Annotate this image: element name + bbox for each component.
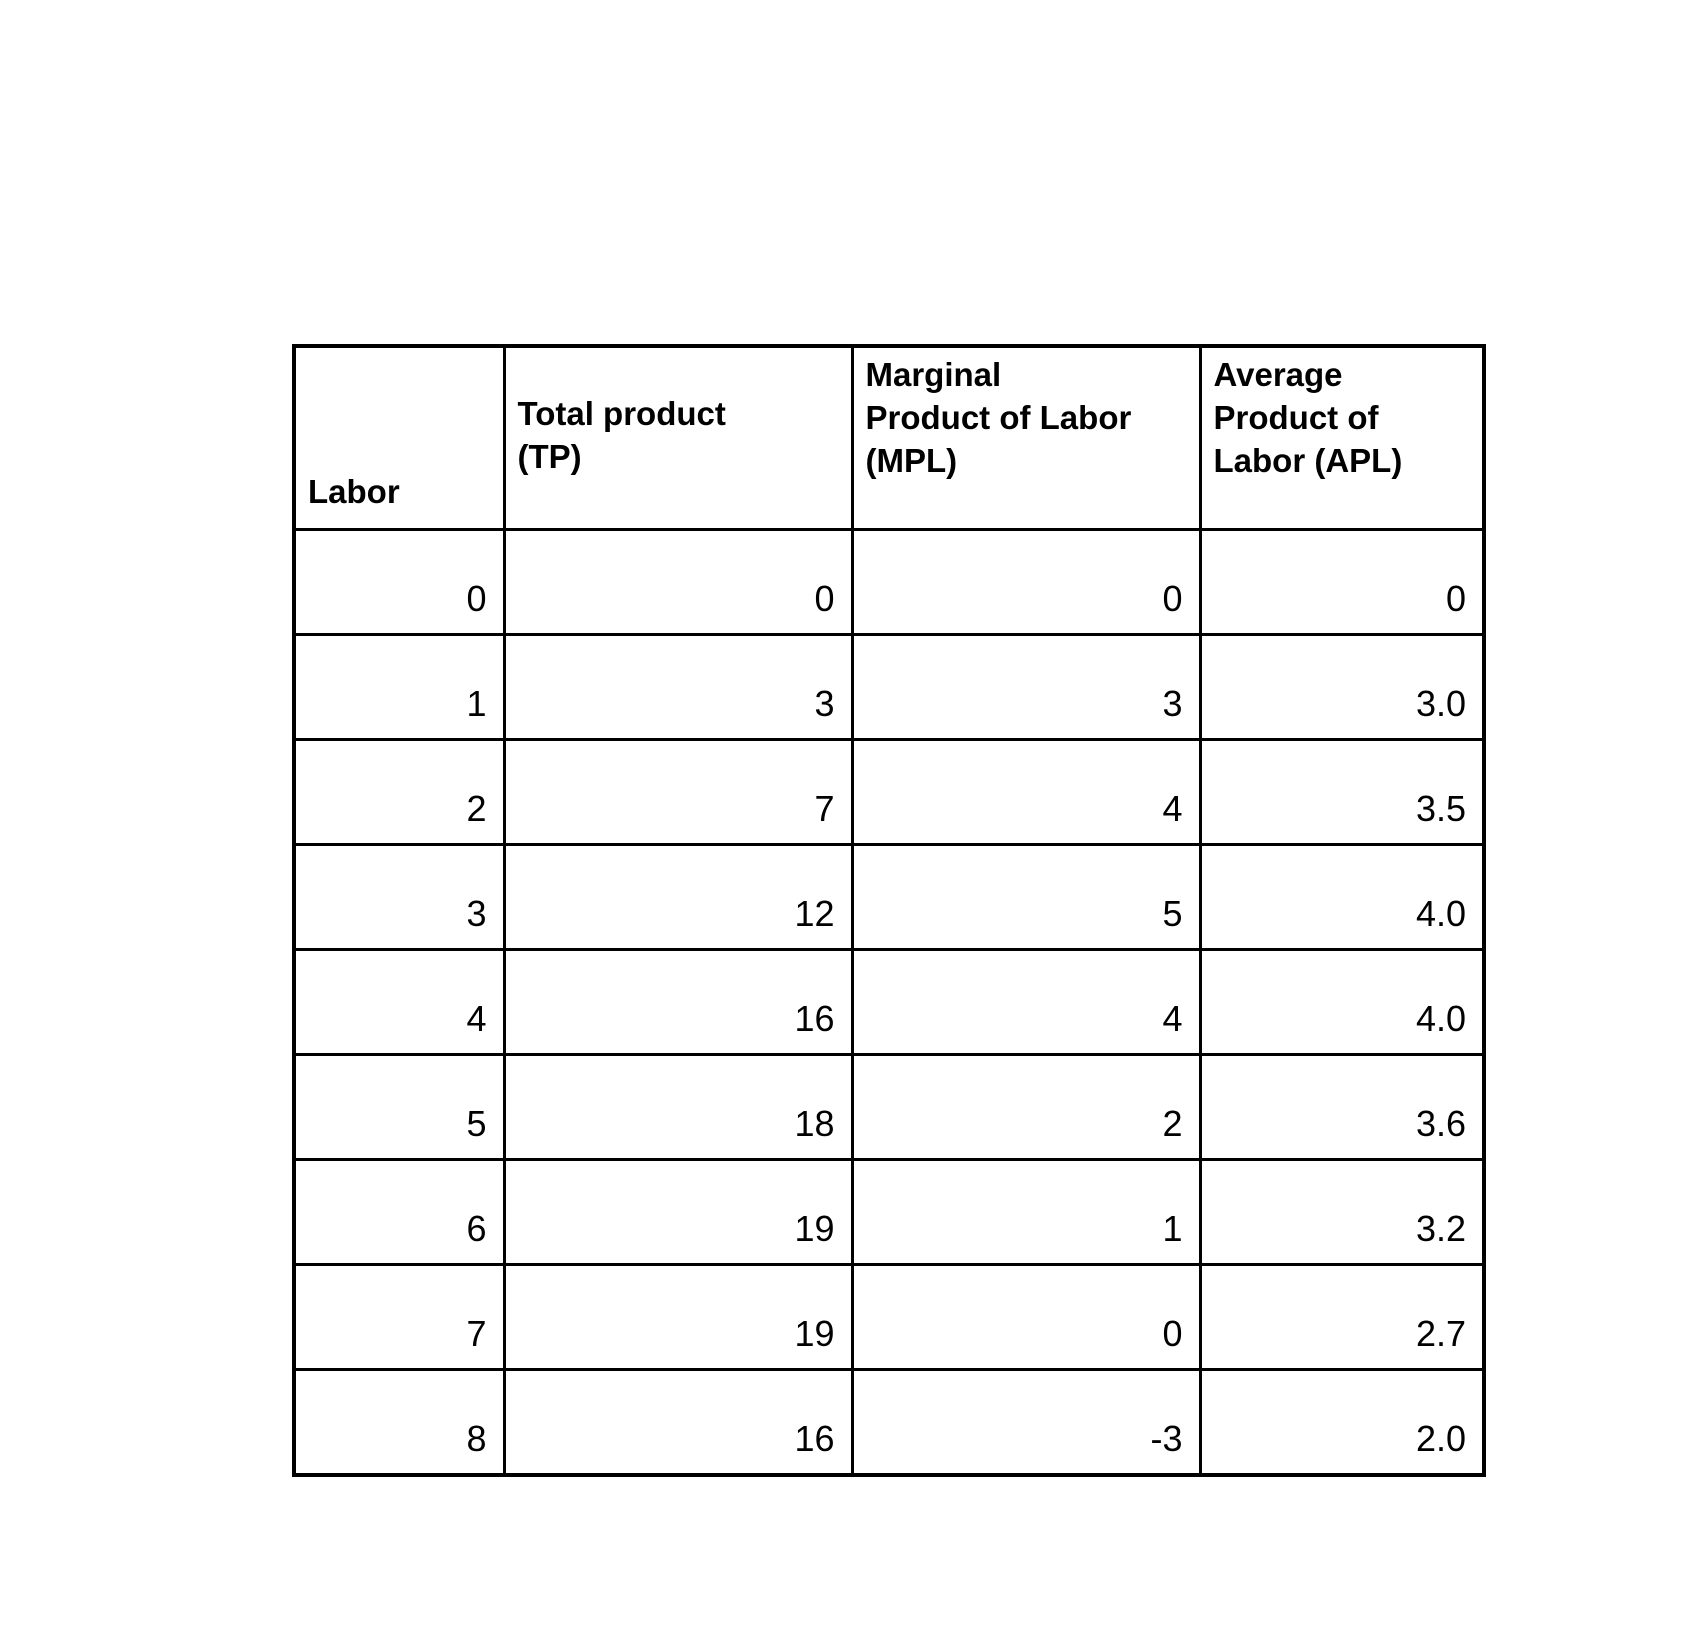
column-header-tp-line2: (TP) (517, 438, 582, 475)
column-header-tp-line1: Total product (517, 395, 726, 433)
table-row (294, 740, 1484, 845)
cell-labor: 3 (294, 845, 504, 950)
column-header-apl-line2: Product of (1213, 398, 1379, 436)
cell-tp: 18 (504, 1055, 852, 1160)
cell-tp: 12 (504, 845, 852, 950)
cell-labor: 6 (294, 1160, 504, 1265)
cell-tp: 19 (504, 1160, 852, 1265)
cell-mpl: 1 (852, 1160, 1200, 1265)
cell-mpl: 0 (852, 530, 1200, 635)
column-header-mpl-line3: (MPL) (865, 441, 958, 479)
cell-labor: 4 (294, 950, 504, 1055)
cell-mpl: 4 (852, 740, 1200, 845)
cell-labor: 5 (294, 1055, 504, 1160)
column-header-marginal-product (852, 346, 1200, 530)
cell-apl: 3.6 (1200, 1055, 1484, 1160)
production-table (292, 344, 1486, 1477)
cell-apl: 4.0 (1200, 950, 1484, 1055)
cell-mpl: 4 (852, 950, 1200, 1055)
cell-tp: 19 (504, 1265, 852, 1370)
column-header-apl-line3: Labor (APL) (1213, 441, 1403, 479)
cell-apl: 0 (1200, 530, 1484, 635)
cell-tp: 16 (504, 1370, 852, 1476)
column-header-labor (294, 346, 504, 530)
cell-tp: 0 (504, 530, 852, 635)
cell-labor: 8 (294, 1370, 504, 1476)
table-row (294, 1370, 1484, 1476)
column-header-total-product (504, 346, 852, 530)
cell-mpl: 5 (852, 845, 1200, 950)
column-header-mpl-line1: Marginal (865, 356, 1002, 393)
cell-labor: 2 (294, 740, 504, 845)
cell-apl: 3.2 (1200, 1160, 1484, 1265)
table-row (294, 1055, 1484, 1160)
cell-mpl: -3 (852, 1370, 1200, 1476)
cell-labor: 7 (294, 1265, 504, 1370)
column-header-average-product (1200, 346, 1484, 530)
cell-labor: 0 (294, 530, 504, 635)
table-row (294, 530, 1484, 635)
table-row (294, 1265, 1484, 1370)
table-row (294, 635, 1484, 740)
cell-tp: 3 (504, 635, 852, 740)
cell-apl: 3.5 (1200, 740, 1484, 845)
table-header-row (294, 346, 1484, 530)
cell-apl: 2.7 (1200, 1265, 1484, 1370)
column-header-apl-line1: Average (1213, 356, 1343, 393)
cell-apl: 3.0 (1200, 635, 1484, 740)
column-header-labor-text: Labor (308, 473, 400, 511)
production-table-container (292, 344, 1482, 1477)
cell-tp: 7 (504, 740, 852, 845)
column-header-mpl-line2: Product of Labor (865, 398, 1132, 436)
cell-mpl: 3 (852, 635, 1200, 740)
table-row (294, 845, 1484, 950)
cell-apl: 4.0 (1200, 845, 1484, 950)
cell-tp: 16 (504, 950, 852, 1055)
cell-mpl: 0 (852, 1265, 1200, 1370)
table-row (294, 1160, 1484, 1265)
cell-labor: 1 (294, 635, 504, 740)
cell-mpl: 2 (852, 1055, 1200, 1160)
cell-apl: 2.0 (1200, 1370, 1484, 1476)
table-row (294, 950, 1484, 1055)
